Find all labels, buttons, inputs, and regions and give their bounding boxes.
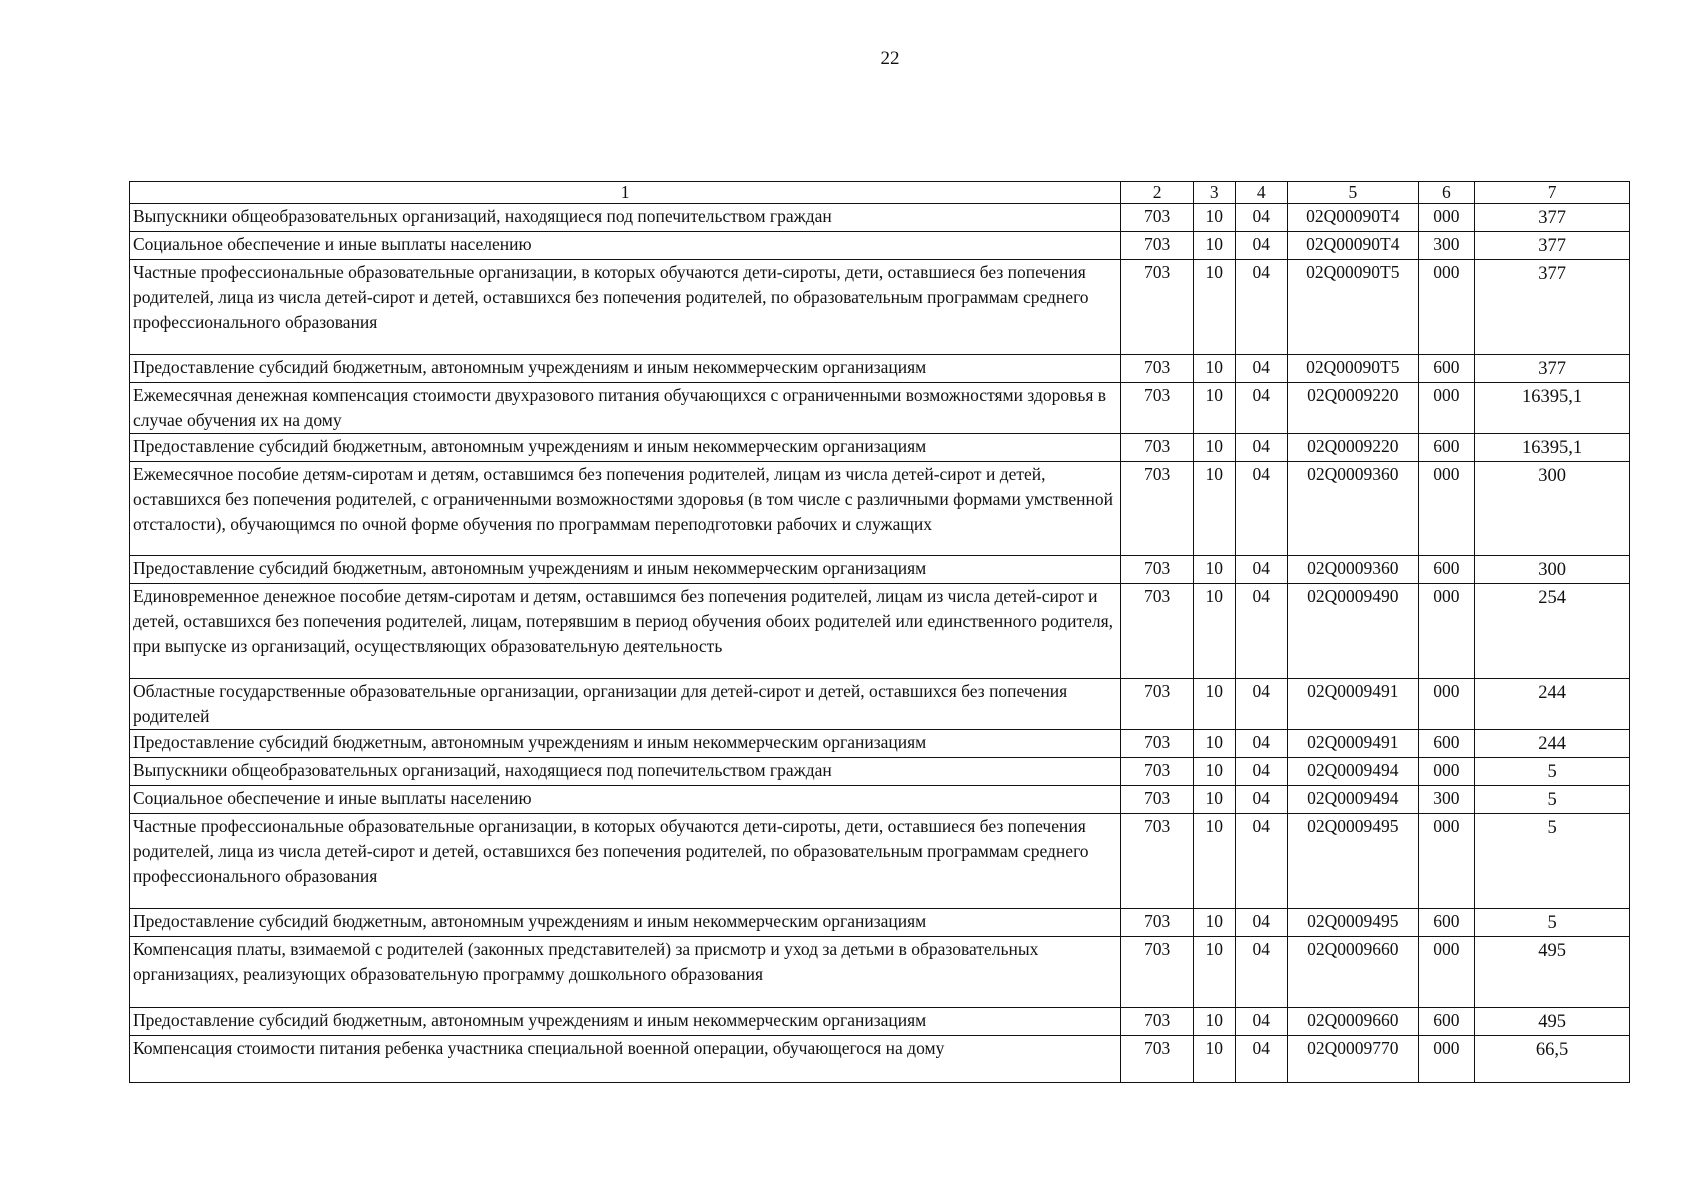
row-amount-cell: 244 — [1475, 730, 1630, 758]
row-subsection-cell: 04 — [1235, 758, 1288, 786]
row-amount-cell: 16395,1 — [1475, 434, 1630, 462]
table-row — [130, 260, 1630, 355]
table-row — [130, 909, 1630, 937]
row-name-cell: Компенсация платы, взимаемой с родителей (законных представителей) за присмотр и уход за детьми в образовательных организациях, реализующих образовательную программу дошкольного образования — [130, 937, 1121, 1008]
row-subsection-cell: 04 — [1235, 204, 1288, 232]
row-name-cell: Ежемесячная денежная компенсация стоимости двухразового питания обучающихся с ограниченными возможностями здоровья в случае обучения их на дому — [130, 383, 1121, 434]
row-section-cell: 10 — [1194, 786, 1235, 814]
row-subsection-cell: 04 — [1235, 260, 1288, 355]
row-expense-type-cell: 000 — [1418, 758, 1475, 786]
table-row — [130, 204, 1630, 232]
row-code-cell: 703 — [1121, 730, 1194, 758]
table-row — [130, 786, 1630, 814]
table-row — [130, 1008, 1630, 1036]
row-code-cell: 703 — [1121, 260, 1194, 355]
row-name-cell: Выпускники общеобразовательных организаций, находящиеся под попечительством граждан — [130, 204, 1121, 232]
table-body — [130, 204, 1630, 1083]
row-name-cell: Компенсация стоимости питания ребенка участника специальной военной операции, обучающегося на дому — [130, 1036, 1121, 1083]
row-amount-cell: 5 — [1475, 758, 1630, 786]
row-code-cell: 703 — [1121, 434, 1194, 462]
budget-table — [129, 181, 1630, 1083]
row-name-cell: Областные государственные образовательные организации, организации для детей-сирот и детей, оставшихся без попечения родителей — [130, 679, 1121, 730]
header-cell: 5 — [1288, 182, 1418, 204]
row-name-cell: Предоставление субсидий бюджетным, автономным учреждениям и иным некоммерческим организациям — [130, 730, 1121, 758]
row-section-cell: 10 — [1194, 909, 1235, 937]
table-row — [130, 730, 1630, 758]
row-target-article-cell: 02Q00090T5 — [1288, 260, 1418, 355]
row-subsection-cell: 04 — [1235, 355, 1288, 383]
row-code-cell: 703 — [1121, 462, 1194, 556]
row-target-article-cell: 02Q0009770 — [1288, 1036, 1418, 1083]
row-expense-type-cell: 000 — [1418, 679, 1475, 730]
row-section-cell: 10 — [1194, 556, 1235, 584]
row-target-article-cell: 02Q0009220 — [1288, 383, 1418, 434]
table-row — [130, 232, 1630, 260]
row-target-article-cell: 02Q0009360 — [1288, 462, 1418, 556]
row-expense-type-cell: 600 — [1418, 1008, 1475, 1036]
row-subsection-cell: 04 — [1235, 1008, 1288, 1036]
row-amount-cell: 377 — [1475, 260, 1630, 355]
row-code-cell: 703 — [1121, 584, 1194, 679]
row-target-article-cell: 02Q00090T4 — [1288, 204, 1418, 232]
row-expense-type-cell: 600 — [1418, 434, 1475, 462]
row-expense-type-cell: 300 — [1418, 786, 1475, 814]
row-expense-type-cell: 000 — [1418, 260, 1475, 355]
row-subsection-cell: 04 — [1235, 814, 1288, 909]
row-subsection-cell: 04 — [1235, 232, 1288, 260]
row-subsection-cell: 04 — [1235, 730, 1288, 758]
row-section-cell: 10 — [1194, 383, 1235, 434]
row-code-cell: 703 — [1121, 204, 1194, 232]
row-section-cell: 10 — [1194, 1036, 1235, 1083]
row-section-cell: 10 — [1194, 730, 1235, 758]
header-cell: 6 — [1418, 182, 1475, 204]
row-target-article-cell: 02Q0009490 — [1288, 584, 1418, 679]
row-section-cell: 10 — [1194, 260, 1235, 355]
table-row — [130, 584, 1630, 679]
header-cell: 3 — [1194, 182, 1235, 204]
row-name-cell: Предоставление субсидий бюджетным, автономным учреждениям и иным некоммерческим организациям — [130, 556, 1121, 584]
row-subsection-cell: 04 — [1235, 383, 1288, 434]
table-row — [130, 758, 1630, 786]
row-amount-cell: 377 — [1475, 355, 1630, 383]
table-row — [130, 937, 1630, 1008]
row-section-cell: 10 — [1194, 679, 1235, 730]
row-expense-type-cell: 600 — [1418, 730, 1475, 758]
row-target-article-cell: 02Q0009220 — [1288, 434, 1418, 462]
row-code-cell: 703 — [1121, 556, 1194, 584]
row-subsection-cell: 04 — [1235, 679, 1288, 730]
row-name-cell: Социальное обеспечение и иные выплаты населению — [130, 232, 1121, 260]
row-code-cell: 703 — [1121, 355, 1194, 383]
row-target-article-cell: 02Q0009491 — [1288, 730, 1418, 758]
row-target-article-cell: 02Q00090T4 — [1288, 232, 1418, 260]
row-name-cell: Предоставление субсидий бюджетным, автономным учреждениям и иным некоммерческим организациям — [130, 434, 1121, 462]
table-row — [130, 679, 1630, 730]
row-expense-type-cell: 300 — [1418, 232, 1475, 260]
row-section-cell: 10 — [1194, 232, 1235, 260]
row-name-cell: Частные профессиональные образовательные организации, в которых обучаются дети-сироты, дети, оставшиеся без попечения родителей, лица из числа детей-сирот и детей, оставшихся без попечения родителей, по образовательным программам среднего профессионального образования — [130, 260, 1121, 355]
table-row — [130, 355, 1630, 383]
row-expense-type-cell: 000 — [1418, 383, 1475, 434]
row-code-cell: 703 — [1121, 758, 1194, 786]
header-cell: 7 — [1475, 182, 1630, 204]
header-cell: 2 — [1121, 182, 1194, 204]
row-amount-cell: 16395,1 — [1475, 383, 1630, 434]
row-expense-type-cell: 000 — [1418, 462, 1475, 556]
row-target-article-cell: 02Q0009494 — [1288, 786, 1418, 814]
row-code-cell: 703 — [1121, 909, 1194, 937]
row-amount-cell: 5 — [1475, 786, 1630, 814]
row-subsection-cell: 04 — [1235, 584, 1288, 679]
row-amount-cell: 377 — [1475, 232, 1630, 260]
row-amount-cell: 495 — [1475, 1008, 1630, 1036]
row-section-cell: 10 — [1194, 758, 1235, 786]
header-row — [130, 182, 1630, 204]
row-subsection-cell: 04 — [1235, 937, 1288, 1008]
row-expense-type-cell: 000 — [1418, 204, 1475, 232]
row-code-cell: 703 — [1121, 232, 1194, 260]
row-subsection-cell: 04 — [1235, 1036, 1288, 1083]
row-target-article-cell: 02Q0009495 — [1288, 909, 1418, 937]
row-name-cell: Единовременное денежное пособие детям-сиротам и детям, оставшимся без попечения родителей, лицам из числа детей-сирот и детей, оставшихся без попечения родителей, лицам, потерявшим в период обучения обоих родителей или единственного родителя, при выпуске из организаций, осуществляющих образовательную деятельность — [130, 584, 1121, 679]
row-subsection-cell: 04 — [1235, 909, 1288, 937]
row-target-article-cell: 02Q0009491 — [1288, 679, 1418, 730]
table-row — [130, 434, 1630, 462]
row-expense-type-cell: 000 — [1418, 937, 1475, 1008]
row-expense-type-cell: 600 — [1418, 355, 1475, 383]
row-expense-type-cell: 000 — [1418, 584, 1475, 679]
row-section-cell: 10 — [1194, 1008, 1235, 1036]
row-section-cell: 10 — [1194, 355, 1235, 383]
row-code-cell: 703 — [1121, 786, 1194, 814]
row-section-cell: 10 — [1194, 204, 1235, 232]
row-code-cell: 703 — [1121, 1036, 1194, 1083]
row-amount-cell: 495 — [1475, 937, 1630, 1008]
row-code-cell: 703 — [1121, 1008, 1194, 1036]
row-code-cell: 703 — [1121, 937, 1194, 1008]
page-number: 22 — [880, 48, 900, 69]
row-target-article-cell: 02Q0009494 — [1288, 758, 1418, 786]
row-section-cell: 10 — [1194, 814, 1235, 909]
row-target-article-cell: 02Q00090T5 — [1288, 355, 1418, 383]
row-name-cell: Выпускники общеобразовательных организаций, находящиеся под попечительством граждан — [130, 758, 1121, 786]
row-code-cell: 703 — [1121, 383, 1194, 434]
row-target-article-cell: 02Q0009495 — [1288, 814, 1418, 909]
row-subsection-cell: 04 — [1235, 556, 1288, 584]
row-name-cell: Предоставление субсидий бюджетным, автономным учреждениям и иным некоммерческим организациям — [130, 355, 1121, 383]
header-cell: 1 — [130, 182, 1121, 204]
row-code-cell: 703 — [1121, 679, 1194, 730]
row-section-cell: 10 — [1194, 434, 1235, 462]
row-amount-cell: 300 — [1475, 462, 1630, 556]
row-code-cell: 703 — [1121, 814, 1194, 909]
row-amount-cell: 66,5 — [1475, 1036, 1630, 1083]
row-subsection-cell: 04 — [1235, 786, 1288, 814]
table-row — [130, 814, 1630, 909]
table-row — [130, 462, 1630, 556]
row-amount-cell: 244 — [1475, 679, 1630, 730]
row-name-cell: Частные профессиональные образовательные организации, в которых обучаются дети-сироты, дети, оставшиеся без попечения родителей, лица из числа детей-сирот и детей, оставшихся без попечения родителей, по образовательным программам среднего профессионального образования — [130, 814, 1121, 909]
header-cell: 4 — [1235, 182, 1288, 204]
row-name-cell: Предоставление субсидий бюджетным, автономным учреждениям и иным некоммерческим организациям — [130, 1008, 1121, 1036]
row-expense-type-cell: 000 — [1418, 814, 1475, 909]
row-expense-type-cell: 600 — [1418, 556, 1475, 584]
row-amount-cell: 5 — [1475, 814, 1630, 909]
table-row — [130, 556, 1630, 584]
table-row — [130, 383, 1630, 434]
row-target-article-cell: 02Q0009360 — [1288, 556, 1418, 584]
row-section-cell: 10 — [1194, 462, 1235, 556]
row-expense-type-cell: 000 — [1418, 1036, 1475, 1083]
row-section-cell: 10 — [1194, 584, 1235, 679]
row-subsection-cell: 04 — [1235, 434, 1288, 462]
table-row — [130, 1036, 1630, 1083]
row-amount-cell: 300 — [1475, 556, 1630, 584]
row-target-article-cell: 02Q0009660 — [1288, 1008, 1418, 1036]
row-target-article-cell: 02Q0009660 — [1288, 937, 1418, 1008]
row-subsection-cell: 04 — [1235, 462, 1288, 556]
row-expense-type-cell: 600 — [1418, 909, 1475, 937]
row-amount-cell: 377 — [1475, 204, 1630, 232]
row-amount-cell: 254 — [1475, 584, 1630, 679]
row-name-cell: Социальное обеспечение и иные выплаты населению — [130, 786, 1121, 814]
row-section-cell: 10 — [1194, 937, 1235, 1008]
row-amount-cell: 5 — [1475, 909, 1630, 937]
row-name-cell: Предоставление субсидий бюджетным, автономным учреждениям и иным некоммерческим организациям — [130, 909, 1121, 937]
row-name-cell: Ежемесячное пособие детям-сиротам и детям, оставшимся без попечения родителей, лицам из числа детей-сирот и детей, оставшихся без попечения родителей, с ограниченными возможностями здоровья (в том числе с различными формами умственной отсталости), обучающимся по очной форме обучения по программам переподготовки рабочих и служащих — [130, 462, 1121, 556]
